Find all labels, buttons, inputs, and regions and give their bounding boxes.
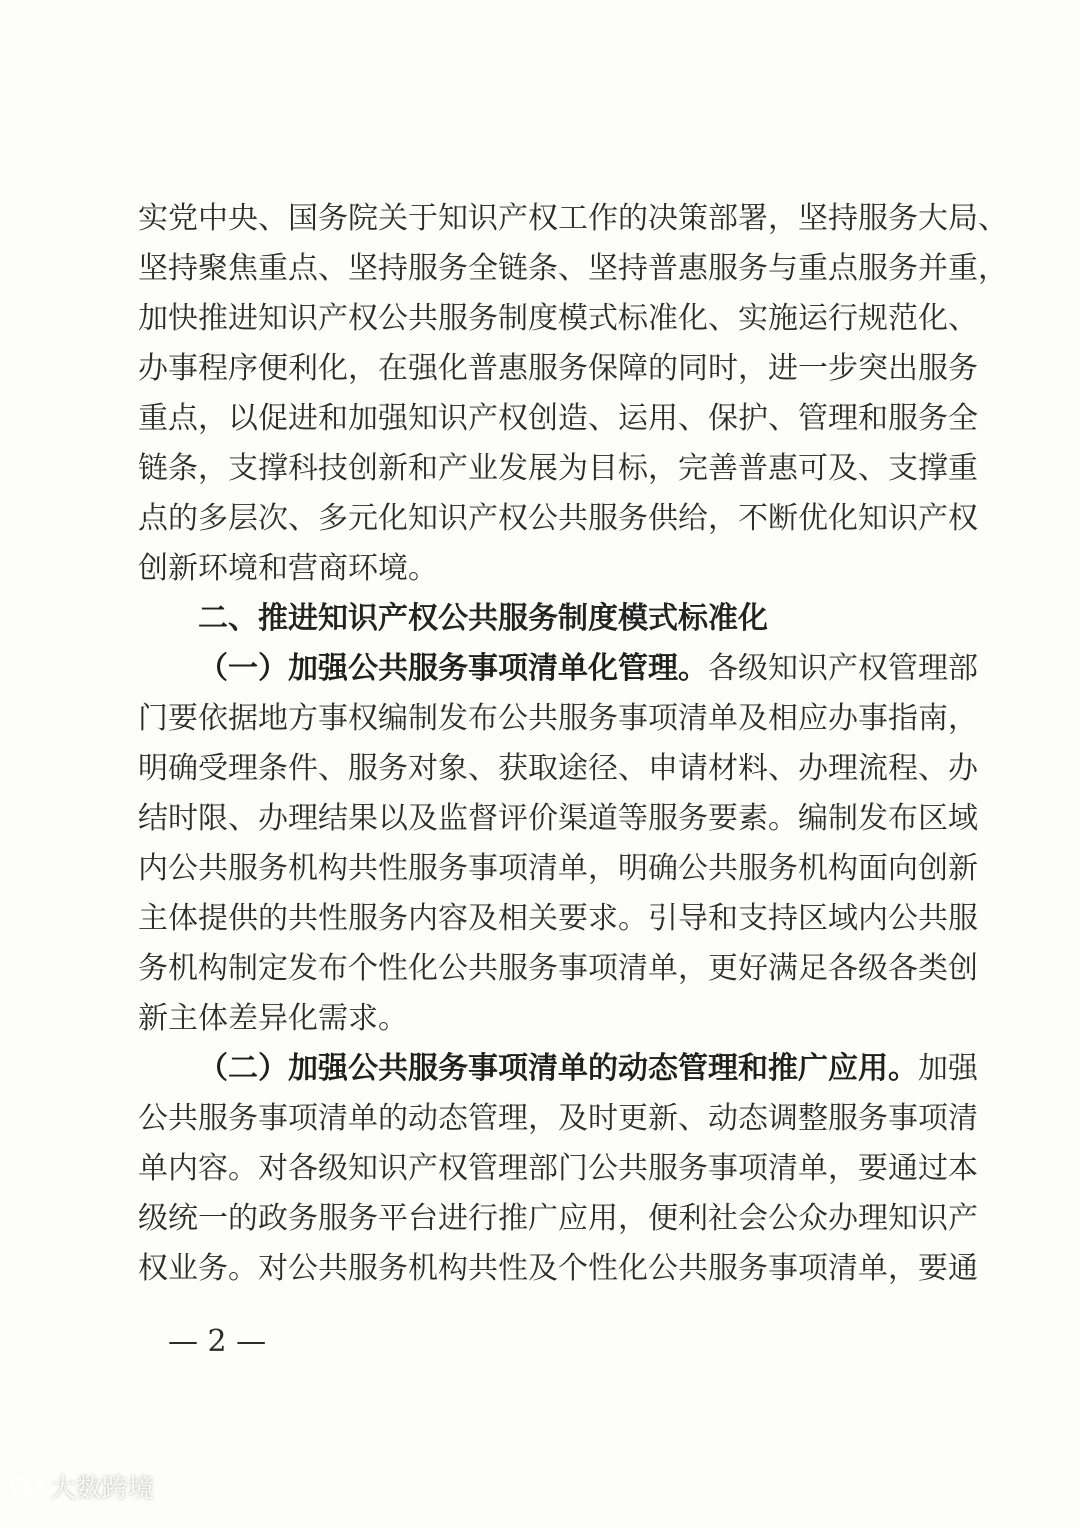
watermark-text: 大数跨境 (50, 1473, 155, 1504)
item-first-line (198, 1044, 978, 1094)
page-number: — 2 — (168, 1324, 267, 1359)
paragraph-line: 明确受理条件、服务对象、获取途径、申请材料、办理流程、办 (138, 751, 978, 786)
paragraph-line: 链条，支撑科技创新和产业发展为目标，完善普惠可及、支撑重 (138, 451, 978, 486)
paragraph-line: 门要依据地方事权编制发布公共服务事项清单及相应办事指南， (138, 701, 978, 736)
paragraph-line: 创新环境和营商环境。 (138, 551, 438, 586)
paragraph-line: 公共服务事项清单的动态管理，及时更新、动态调整服务事项清 (138, 1101, 978, 1136)
item-first-line (198, 644, 978, 694)
section-heading: 二、推进知识产权公共服务制度模式标准化 (198, 601, 768, 636)
item-title: （一）加强公共服务事项清单化管理。 (198, 651, 708, 686)
paragraph-line: 结时限、办理结果以及监督评价渠道等服务要素。编制发布区域 (138, 801, 978, 836)
paragraph-line: 新主体差异化需求。 (138, 1001, 408, 1036)
paragraph-line: 办事程序便利化，在强化普惠服务保障的同时，进一步突出服务 (138, 351, 978, 386)
paragraph-line: 加快推进知识产权公共服务制度模式标准化、实施运行规范化、 (138, 301, 978, 336)
item-title: （二）加强公共服务事项清单的动态管理和推广应用。 (198, 1051, 918, 1086)
paragraph-line: 坚持聚焦重点、坚持服务全链条、坚持普惠服务与重点服务并重， (138, 251, 1008, 286)
watermark (8, 1464, 154, 1508)
paragraph-line: 重点，以促进和加强知识产权创造、运用、保护、管理和服务全 (138, 401, 978, 436)
paragraph-line: 内公共服务机构共性服务事项清单，明确公共服务机构面向创新 (138, 851, 978, 886)
paragraph-line: 点的多层次、多元化知识产权公共服务供给，不断优化知识产权 (138, 501, 978, 536)
paragraph-line: 级统一的政务服务平台进行推广应用，便利社会公众办理知识产 (138, 1201, 978, 1236)
paragraph-line: 主体提供的共性服务内容及相关要求。引导和支持区域内公共服 (138, 901, 978, 936)
paragraph-line: 单内容。对各级知识产权管理部门公共服务事项清单，要通过本 (138, 1151, 978, 1186)
watermark-logo-icon (8, 1471, 44, 1501)
paragraph-line: 权业务。对公共服务机构共性及个性化公共服务事项清单，要通 (138, 1251, 978, 1286)
paragraph-line: 实党中央、国务院关于知识产权工作的决策部署，坚持服务大局、 (138, 201, 1008, 236)
item-text: 加强 (918, 1051, 978, 1086)
item-text: 各级知识产权管理部 (708, 651, 978, 686)
paragraph-line: 务机构制定发布个性化公共服务事项清单，更好满足各级各类创 (138, 951, 978, 986)
